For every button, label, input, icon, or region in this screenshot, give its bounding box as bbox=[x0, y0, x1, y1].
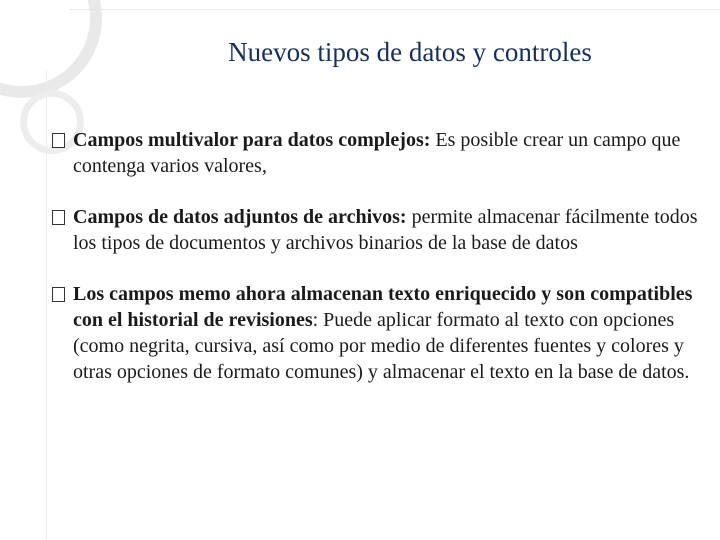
bullet-text: permite almacenar fácilmente todos los tipos de documentos y archivos binarios de la base de datos bbox=[73, 206, 698, 254]
bullet-term: Campos de datos adjuntos de archivos: bbox=[73, 206, 407, 228]
bullet-list bbox=[52, 127, 704, 385]
checkbox-square-icon bbox=[52, 210, 65, 225]
bullet-item-multivalor bbox=[52, 127, 704, 179]
checkbox-square-icon bbox=[52, 133, 65, 148]
bullet-text: : Puede aplicar formato al texto con opciones (como negrita, cursiva, así como por medio de diferentes fuentes y colores y otras opciones de formato comunes) y almacenar el texto en la base de datos. bbox=[73, 309, 690, 383]
bullet-term: Los campos memo ahora almacenan texto enriquecido y son compatibles con el historial de revisiones bbox=[73, 283, 693, 331]
checkbox-square-icon bbox=[52, 287, 65, 302]
decorative-ring-large bbox=[0, 0, 102, 98]
bullet-text: Es posible crear un campo que contenga varios valores, bbox=[73, 129, 681, 177]
bullet-item-memo bbox=[52, 281, 704, 385]
decorative-vertical-line bbox=[46, 70, 47, 540]
decorative-top-line bbox=[70, 9, 720, 10]
bullet-item-adjuntos bbox=[52, 204, 704, 256]
slide-title: Nuevos tipos de datos y controles bbox=[228, 37, 592, 67]
bullet-term: Campos multivalor para datos complejos: bbox=[73, 129, 431, 151]
